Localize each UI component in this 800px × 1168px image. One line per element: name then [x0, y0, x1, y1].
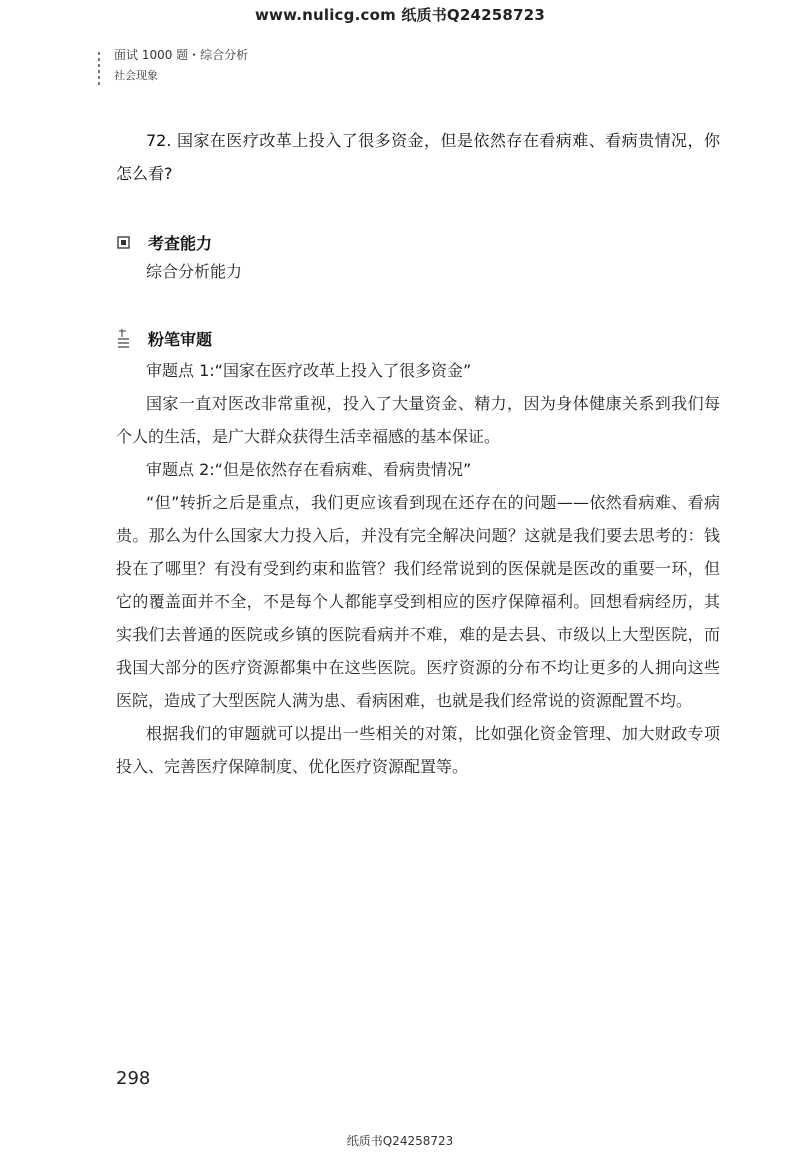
running-head-series: 面试 1000 题・综合分析 [114, 48, 249, 62]
analysis-section-heading [116, 326, 212, 350]
page-number: 298 [116, 1068, 151, 1089]
analysis-paragraph-2: “但”转折之后是重点，我们更应该看到现在还存在的问题——依然看病难、看病贵。那么为什么国家大力投入后，并没有完全解决问题？这就是我们要去思考的：钱投在了哪里？有没有受到约束和监管？我们经常说到的医保就是医改的重要一环，但它的覆盖面并不全，不是每个人都能享受到相应的医疗保障福利。回想看病经历，其实我们去普通的医院或乡镇的医院看病并不难，难的是去县、市级以上大型医院，而我国大部分的医疗资源都集中在这些医院。医疗资源的分布不均让更多的人拥向这些医院，造成了大型医院人满为患、看病困难，也就是我们经常说的资源配置不均。 [116, 493, 720, 710]
running-head-bar [98, 52, 100, 88]
ability-section-heading [116, 230, 212, 254]
analysis-paragraph-3: 根据我们的审题就可以提出一些相关的对策，比如强化资金管理、加大财政专项投入、完善医疗保障制度、优化医疗资源配置等。 [116, 724, 720, 776]
chalk-icon [116, 328, 140, 348]
checkbox-icon [116, 232, 140, 252]
analysis-section-title: 粉笔审题 [148, 329, 213, 349]
analysis-point-2: 审题点 2:“但是依然存在看病难、看病贵情况” [146, 460, 472, 479]
bottom-watermark: 纸质书Q24258723 [346, 1134, 454, 1148]
question-text: 72. 国家在医疗改革上投入了很多资金，但是依然存在看病难、看病贵情况，你怎么看? [116, 131, 720, 183]
running-head-chapter: 社会现象 [114, 69, 158, 82]
analysis-paragraph-1: 国家一直对医改非常重视，投入了大量资金、精力，因为身体健康关系到我们每个人的生活，是广大群众获得生活幸福感的基本保证。 [116, 394, 720, 446]
analysis-body [116, 354, 720, 783]
analysis-point-1: 审题点 1:“国家在医疗改革上投入了很多资金” [146, 361, 472, 380]
ability-section-title: 考查能力 [148, 233, 213, 253]
top-watermark: www.nulicg.com 纸质书Q24258723 [255, 6, 545, 24]
ability-content: 综合分析能力 [146, 262, 243, 281]
